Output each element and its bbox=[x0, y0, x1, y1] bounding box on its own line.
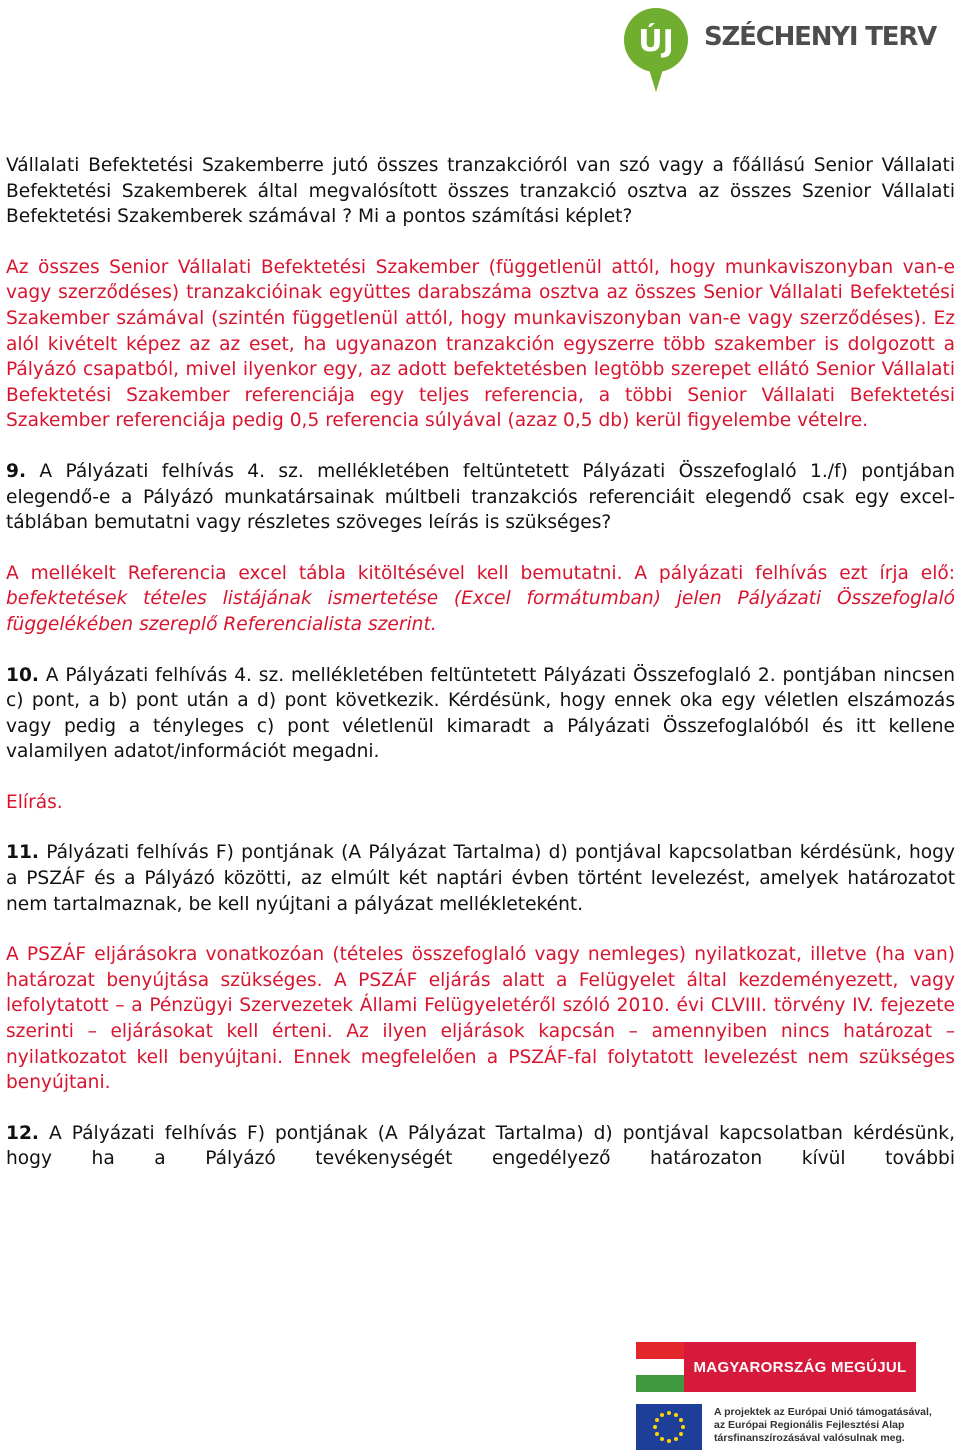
q9-answer-text: A mellékelt Referencia excel tábla kitöltésével kell bemutatni. A pályázati felhívás ezt írja elő: bbox=[6, 562, 955, 584]
pin-label: ÚJ bbox=[638, 24, 674, 59]
q11-question bbox=[6, 840, 955, 917]
q9-text: A Pályázati felhívás 4. sz. mellékletében feltüntetett Pályázati Összefoglaló 1./f) pontjában elegendő-e a Pályázó munkatársainak múltbeli tranzakciós referenciáit elegendő csak egy excel-táblában bemutatni vagy részletes szöveges leírás is szükséges? bbox=[6, 460, 955, 534]
q11-text: Pályázati felhívás F) pontjának (A Pályázat Tartalma) d) pontjával kapcsolatban kérdésünk, hogy a PSZÁF és a Pályázó közötti, az elmúlt két naptári évben történt levelezést, amelyek határozatot nem tartalmaznak, be kell nyújtani a pályázat mellékleteként. bbox=[6, 842, 955, 915]
eu-flag-icon bbox=[636, 1404, 702, 1450]
q9-number: 9. bbox=[6, 460, 27, 482]
q9-answer bbox=[6, 561, 955, 638]
q10-text: A Pályázati felhívás 4. sz. mellékletében feltüntetett Pályázati Összefoglaló 2. pontjában nincsen c) pont, a b) pont után a d) pont következik. Kérdésünk, hogy ennek oka egy véletlen elszámozás vagy pedig a tényleges c) pont véletlenül kimaradt a Pályázati Összefoglalóból és itt kellene valamilyen adatot/információt megadni. bbox=[6, 664, 955, 763]
eu-line-2: az Európai Regionális Fejlesztési Alap bbox=[714, 1419, 905, 1431]
q10-question bbox=[6, 663, 955, 765]
hungarian-flag-icon bbox=[636, 1342, 684, 1392]
q9-question bbox=[6, 459, 955, 536]
eu-text bbox=[714, 1404, 932, 1450]
magyarorszag-megujul-banner bbox=[636, 1342, 916, 1392]
q10-number: 10. bbox=[6, 664, 39, 686]
banner-text: MAGYARORSZÁG MEGÚJUL bbox=[684, 1342, 916, 1392]
q12-number: 12. bbox=[6, 1122, 39, 1144]
eu-line-3: társfinanszírozásával valósulnak meg. bbox=[714, 1432, 905, 1444]
footer-logos bbox=[636, 1342, 932, 1450]
eu-line-1: A projektek az Európai Unió támogatásával, bbox=[714, 1406, 932, 1418]
q11-answer: A PSZÁF eljárásokra vonatkozóan (tételes összefoglaló vagy nemleges) nyilatkozat, illetve (ha van) határozat benyújtása szükséges. A PSZÁF eljárás alatt a Felügyelet által kezdeményezett, vagy lefolytatott – a Pénzügyi Szervezetek Állami Felügyeletéről szóló 2010. évi CLVIII. törvény IV. fejezete szerinti – eljárásokat kell érteni. Az ilyen eljárások kapcsán – amennyiben nincs határozat – nyilatkozatot kell benyújtani. Ennek megfelelően a PSZÁF-fal folytatott levelezést nem szükséges benyújtani. bbox=[6, 944, 955, 1094]
q12-text: A Pályázati felhívás F) pontjának (A Pályázat Tartalma) d) pontjával kapcsolatban kérdésünk, hogy ha a Pályázó tevékenységét engedélyező határozaton kívül további bbox=[6, 1122, 955, 1170]
q10-answer: Elírás. bbox=[6, 791, 63, 813]
uj-pin-icon bbox=[614, 2, 698, 98]
q11-number: 11. bbox=[6, 842, 39, 864]
szechenyi-terv-logo bbox=[614, 2, 944, 98]
eu-support-notice bbox=[636, 1404, 932, 1450]
q8-question: Vállalati Befektetési Szakemberre jutó összes tranzakcióról van szó vagy a főállású Senior Vállalati Befektetési Szakemberek által megvalósított összes tranzakció osztva az összes Szenior Vállalati Befektetési Szakemberek számával ? Mi a pontos számítási képlet? bbox=[6, 155, 955, 228]
q12-question bbox=[6, 1121, 955, 1172]
document-body bbox=[6, 153, 955, 1172]
brand-name: SZÉCHENYI TERV bbox=[704, 22, 937, 52]
q8-answer: Az összes Senior Vállalati Befektetési Szakember (függetlenül attól, hogy munkaviszonyban van-e vagy szerződéses) tranzakcióinak együttes darabszáma osztva az összes Senior Vállalati Befektetési Szakember számával (szintén függetlenül attól, hogy munkaviszonyban van-e vagy szerződéses). Ez alól kivételt képez az az eset, ha ugyanazon tranzakción egyszerre több szakember is dolgozott a Pályázó csapatból, mivel ilyenkor egy, az adott befektetésben legtöbb szerepet ellátó Senior Vállalati Befektetési Szakember referenciája egy teljes referencia, a többi Senior Vállalati Befektetési Szakember referenciája pedig 0,5 referencia súlyával (azaz 0,5 db) kerül figyelembe vételre. bbox=[6, 256, 955, 432]
q9-answer-quote: befektetések tételes listájának ismertetése (Excel formátumban) jelen Pályázati Összefoglaló függelékében szereplő Referencialista szerint. bbox=[6, 588, 955, 635]
